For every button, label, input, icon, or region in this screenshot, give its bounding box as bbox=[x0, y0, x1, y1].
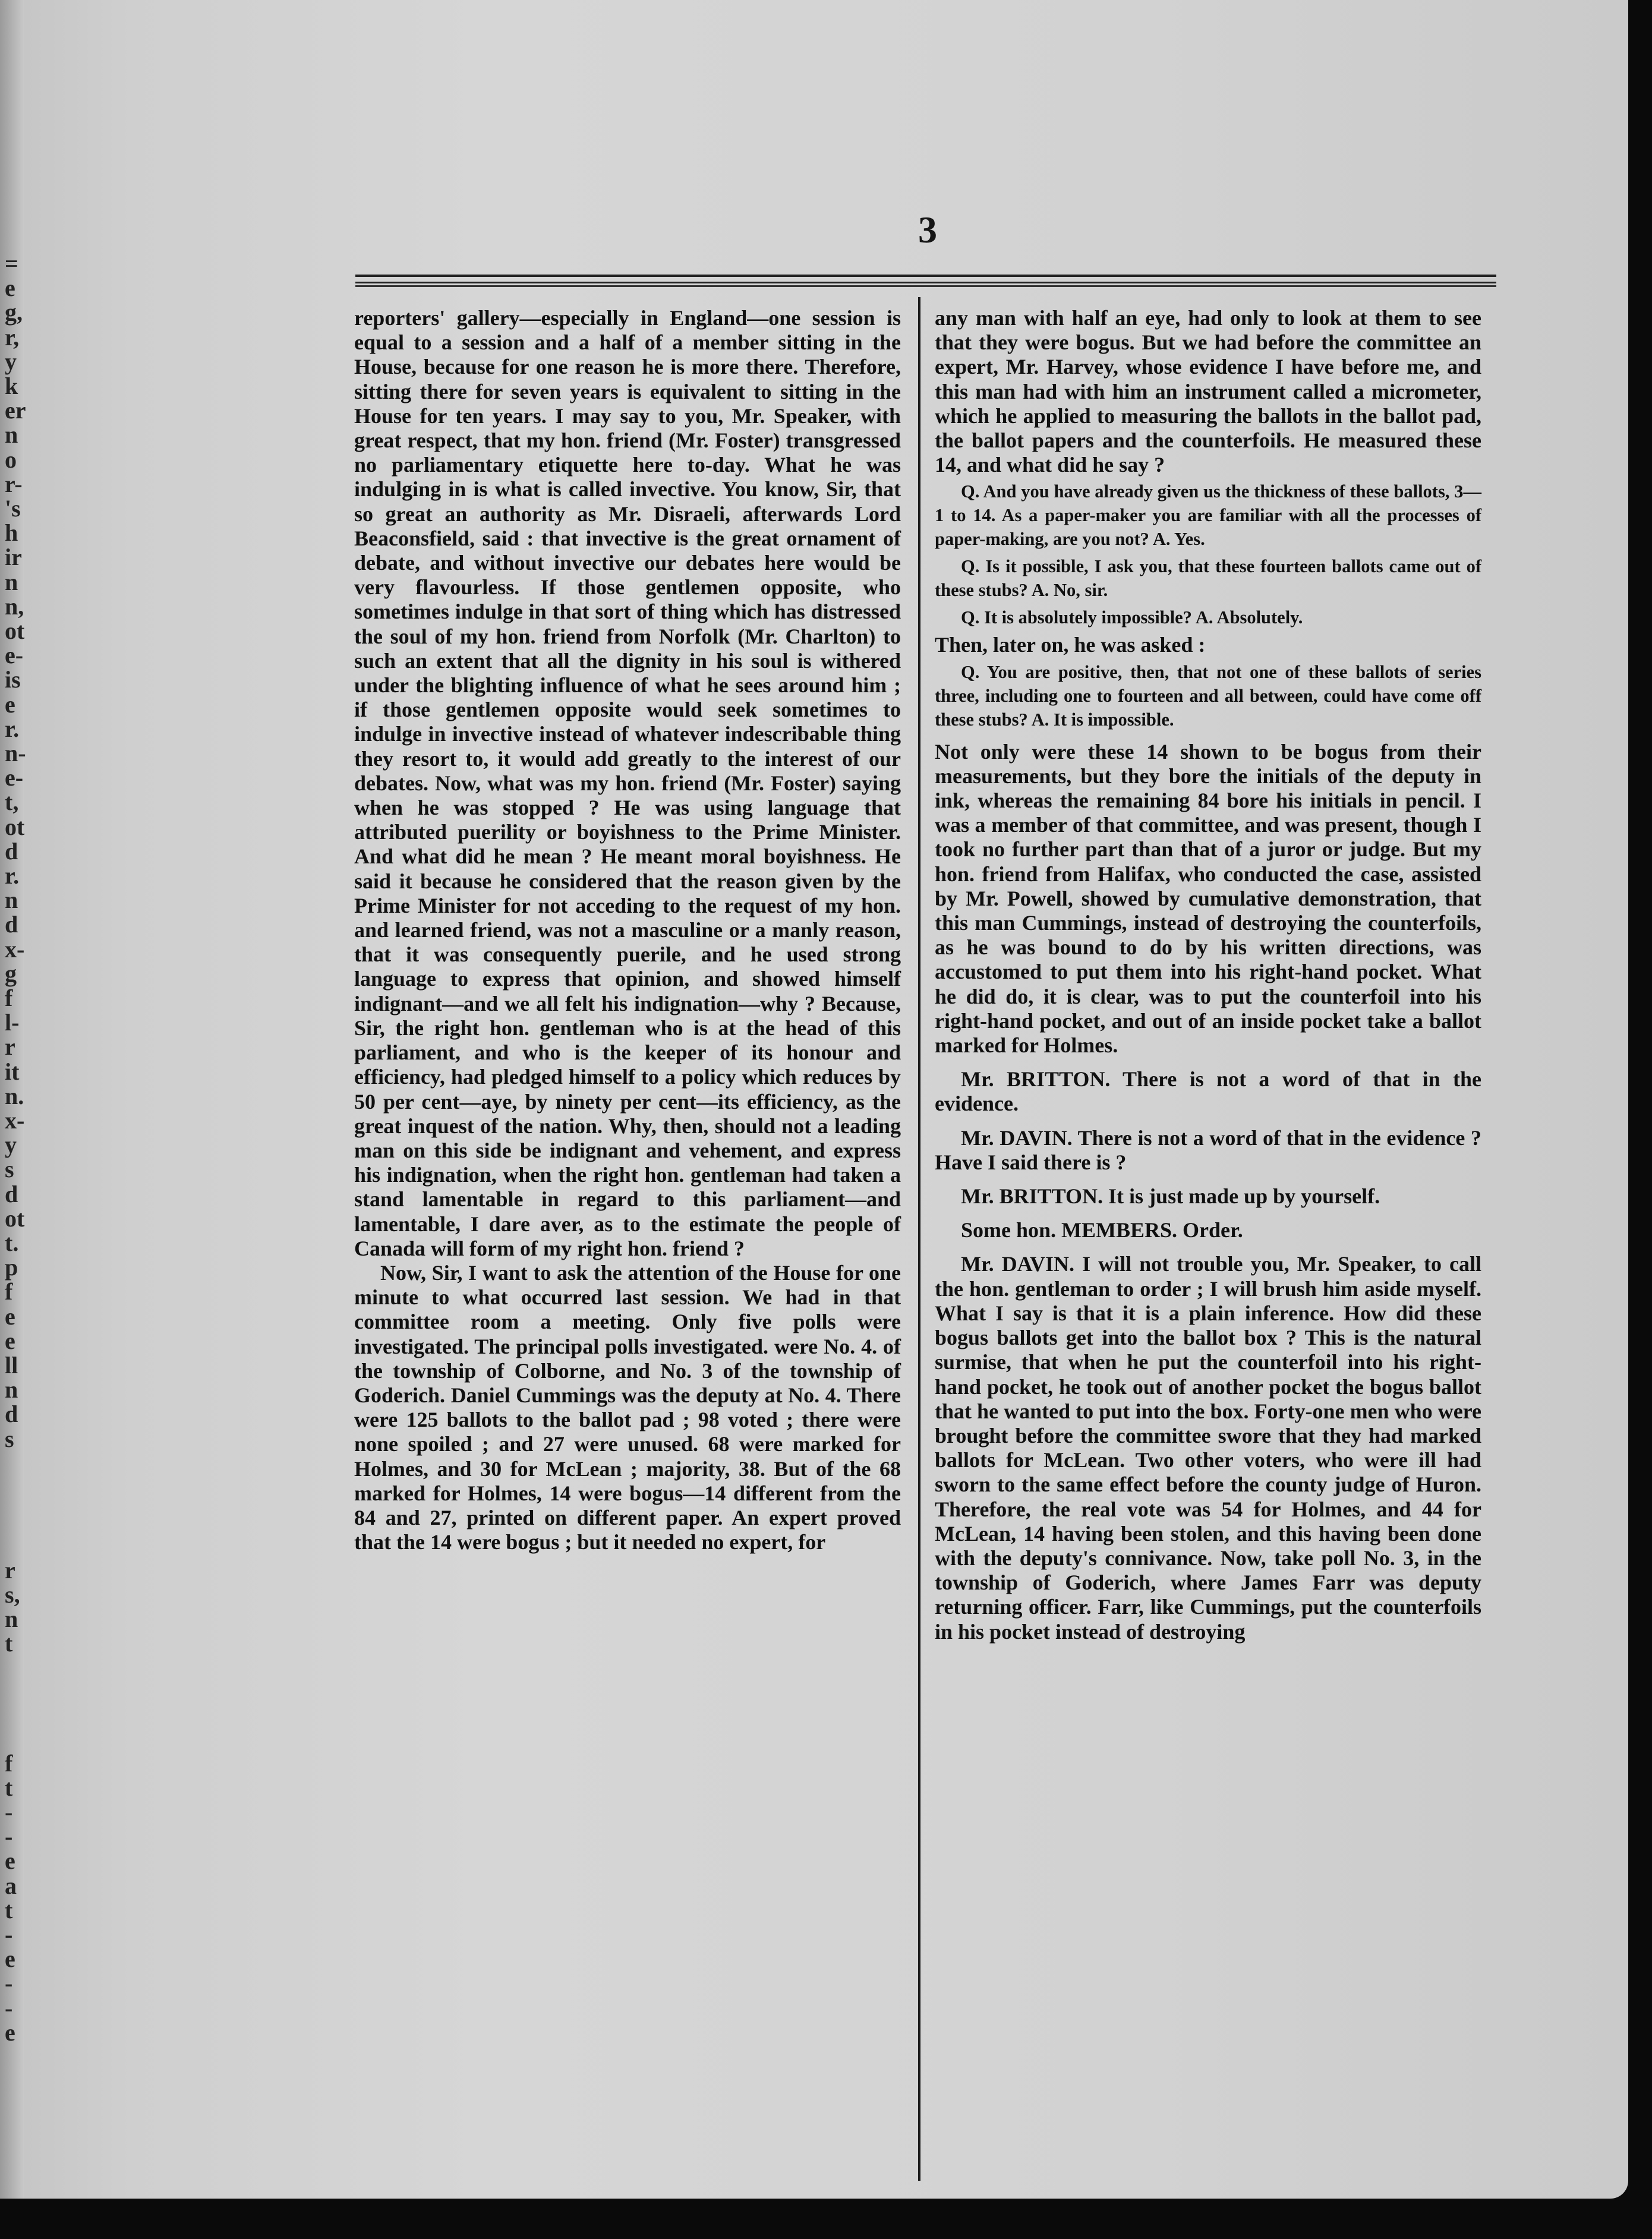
margin-fragment: r. bbox=[5, 715, 20, 742]
margin-fragment: x- bbox=[5, 1107, 25, 1134]
margin-fragment: n- bbox=[5, 740, 26, 767]
margin-fragment: ot bbox=[5, 617, 25, 644]
margin-fragment: e bbox=[5, 1945, 15, 1973]
margin-fragment: ll bbox=[5, 1352, 18, 1379]
speaker-paragraph: Mr. DAVIN. There is not a word of that in the evidence ? Have I said there is ? bbox=[935, 1125, 1481, 1174]
margin-fragment: e bbox=[5, 2019, 15, 2046]
margin-fragment: n, bbox=[5, 592, 24, 620]
margin-fragment: l- bbox=[5, 1009, 20, 1036]
margin-fragment: it bbox=[5, 1058, 20, 1085]
speaker-paragraph: Mr. DAVIN. I will not trouble you, Mr. Speaker, to call the hon. gentleman to order ; I will brush him aside myself. What I say is that it is a plain inference. How did these bogus ballots get into the ballot box ? This is the natural surmise, that when he put the counterfoil into his right-hand pocket, he took out of another pocket the bogus ballot that he wanted to put into the box. Forty-one men who were brought before the committee swore that they had marked ballots for McLean. Two other voters, who were ill had sworn to the same effect before the county judge of Huron. Therefore, the real vote was 54 for Holmes, and 44 for McLean, 14 having been stolen, and this having been done with the deputy's connivance. Now, take poll No. 3, in the township of Goderich, where James Farr was deputy returning officer. Farr, like Cummings, put the counterfoils in his pocket instead of destroying bbox=[935, 1252, 1481, 1644]
paragraph: reporters' gallery—especially in England—one session is equal to a session and a half of a member sitting in the House, because for one reason he is more there. Therefore, sitting there for seven years is equivalent to sitting in the House for ten years. I may say to you, Mr. Speaker, with great respect, that my hon. friend (Mr. Foster) transgressed no parliamentary etiquette here to-day. What he was indulging in is what is called invective. You know, Sir, that so great an authority as Mr. Disraeli, afterwards Lord Beaconsfield, said : that invective is the great ornament of debate, and without invective our debates here would be very flavourless. If those gentlemen opposite, who sometimes indulge in that sort of thing which has distressed the soul of my hon. friend from Norfolk (Mr. Charlton) to such an extent that all the dignity in his soul is withered under the blighting influence of what he sees around him ; if those gentlemen opposite would seek sometimes to indulge in invective instead of whatever indescribable thing they resort to, it would add greatly to the interest of our debates. Now, what was my hon. friend (Mr. Foster) saying when he was stopped ? He was using language that attributed puerility or boyishness to the Prime Minister. And what did he mean ? He meant moral boyishness. He said it because he considered that the reason given by the Prime Minister for not acceding to the request of my hon. and learned friend, was not a masculine or a manly reason, that it was consequently puerile, and he used strong language to express that opinion, and showed himself indignant—and we all felt his indignation—why ? Because, Sir, the right hon. gentleman who is at the head of this parliament, and who is the keeper of its honour and efficiency, had pledged himself to a policy which reduces by 50 per cent—aye, by ninety per cent—its efficiency, as the great inquest of the nation. Why, then, should not a leading man on this side be indignant and vehement, and express his indignation, when the right hon. gentleman had taken a stand lamentable in regard to this parliament—and lamentable, I dare aver, as to the estimate the people of Canada will form of my right hon. friend ? bbox=[354, 306, 901, 1260]
margin-fragment: s bbox=[5, 1425, 14, 1452]
margin-fragment: 's bbox=[5, 495, 21, 522]
margin-fragment: y bbox=[5, 348, 17, 375]
margin-fragment: n bbox=[5, 887, 18, 914]
margin-fragment: e- bbox=[5, 642, 24, 669]
margin-fragment: d bbox=[5, 1180, 18, 1207]
page-number: 3 bbox=[918, 209, 937, 251]
margin-fragment: t, bbox=[5, 789, 19, 816]
header-rule bbox=[355, 275, 1496, 283]
speaker-paragraph: Some hon. MEMBERS. Order. bbox=[961, 1218, 1243, 1243]
margin-fragment: e bbox=[5, 690, 15, 718]
margin-fragment: - bbox=[5, 1823, 13, 1850]
margin-fragment: d bbox=[5, 911, 18, 938]
margin-fragment: f bbox=[5, 1749, 13, 1777]
paragraph: Not only were these 14 shown to be bogus from their measurements, but they bore the initials of the deputy in ink, whereas the remaining 84 bore his initials in pencil. I was a member of that committee, and was present, though I took no further part than that of a juror or judge. But my hon. friend from Halifax, who conducted the case, assisted by Mr. Powell, showed by cumulative demonstration, that this man Cummings, instead of destroying the counterfoils, as he was bound to do by his written directions, was accustomed to put them into his right-hand pocket. What he did do, it is clear, was to put the counterfoil into his right-hand pocket, and out of an inside pocket take a ballot marked for Holmes. bbox=[935, 739, 1481, 1058]
margin-fragment: er bbox=[5, 397, 26, 424]
margin-fragment: n bbox=[5, 1606, 18, 1633]
margin-fragment: d bbox=[5, 837, 18, 865]
margin-fragment: n bbox=[5, 421, 18, 449]
margin-fragment: n bbox=[5, 1376, 18, 1404]
margin-fragment: - bbox=[5, 1799, 13, 1825]
testimony-qa: Q. And you have already given us the thickness of these ballots, 3—1 to 14. As a paper-maker you are familiar with all the processes of paper-making, are you not? A. Yes. bbox=[935, 481, 1481, 550]
margin-fragment: s bbox=[5, 1156, 14, 1183]
margin-fragment: t bbox=[5, 1896, 13, 1923]
paragraph: Then, later on, he was asked : bbox=[935, 633, 1206, 657]
margin-fragment: k bbox=[5, 373, 18, 399]
margin-fragment: h bbox=[5, 519, 18, 547]
margin-fragment: a bbox=[5, 1872, 17, 1899]
margin-fragment: ot bbox=[5, 813, 25, 840]
margin-fragment: t bbox=[5, 1630, 13, 1657]
margin-fragment: s, bbox=[5, 1581, 20, 1608]
margin-fragment: r bbox=[5, 1556, 15, 1584]
testimony-qa: Q. Is it possible, I ask you, that these fourteen ballots came out of these stubs? A. No, sir. bbox=[935, 556, 1481, 601]
margin-fragment: t. bbox=[5, 1229, 19, 1256]
margin-fragment: r. bbox=[5, 862, 20, 889]
margin-fragment: ot bbox=[5, 1204, 25, 1232]
margin-fragment: f bbox=[5, 985, 13, 1011]
margin-fragment: r bbox=[5, 1033, 15, 1061]
margin-fragment: e bbox=[5, 1327, 15, 1354]
margin-fragment: r- bbox=[5, 470, 23, 497]
margin-fragment: n. bbox=[5, 1082, 24, 1109]
margin-fragment: - bbox=[5, 1970, 13, 1997]
header-rule-secondary bbox=[355, 285, 1496, 287]
margin-fragment: is bbox=[5, 666, 21, 693]
margin-fragment: - bbox=[5, 1921, 13, 1948]
margin-fragment: g bbox=[5, 960, 17, 987]
margin-fragment: - bbox=[5, 1994, 13, 2022]
margin-fragment: d bbox=[5, 1401, 18, 1428]
margin-fragment: f bbox=[5, 1278, 13, 1305]
testimony-qa: Q. You are positive, then, that not one of these ballots of series three, including one to fourteen and all between, could have come off these stubs? A. It is impossible. bbox=[935, 661, 1481, 730]
margin-fragment: g, bbox=[5, 299, 23, 326]
column-divider bbox=[918, 297, 920, 2181]
margin-fragment: r, bbox=[5, 323, 20, 351]
margin-fragment: e bbox=[5, 1303, 15, 1330]
testimony-qa: Q. It is absolutely impossible? A. Absolutely. bbox=[961, 607, 1303, 628]
margin-fragment: e- bbox=[5, 764, 24, 791]
margin-fragment: p bbox=[5, 1254, 18, 1281]
margin-fragment: = bbox=[5, 250, 18, 277]
left-column bbox=[354, 306, 901, 1554]
speaker-paragraph: Mr. BRITTON. It is just made up by yourself. bbox=[961, 1184, 1380, 1209]
margin-fragment: t bbox=[5, 1774, 13, 1801]
margin-fragment: o bbox=[5, 446, 17, 473]
paragraph: Now, Sir, I want to ask the attention of the House for one minute to what occurred last session. We had in that committee room a meeting. Only five polls were investigated. The principal polls investigated. were No. 4. of the township of Colborne, and No. 3 of the township of Goderich. Daniel Cummings was the deputy at No. 4. There were 125 ballots to the ballot pad ; 98 voted ; there were none spoiled ; and 27 were unused. 68 were marked for Holmes, and 30 for McLean ; majority, 38. But of the 68 marked for Holmes, 14 were bogus—14 different from the 84 and 27, printed on different paper. An expert proved that the 14 were bogus ; but it needed no expert, for bbox=[354, 1260, 901, 1554]
margin-fragment: e bbox=[5, 1847, 15, 1875]
margin-fragment: e bbox=[5, 275, 15, 302]
margin-fragment: n bbox=[5, 568, 18, 595]
margin-fragment: x- bbox=[5, 935, 25, 963]
paragraph: any man with half an eye, had only to look at them to see that they were bogus. But we had before the committee an expert, Mr. Harvey, whose evidence I have before me, and this man had with him an instrument called a micrometer, which he applied to measuring the ballots in the ballot pad, the ballot papers and the counterfoils. He measured these 14, and what did he say ? bbox=[935, 306, 1481, 477]
adjacent-page-fragments bbox=[0, 250, 53, 2210]
right-column bbox=[935, 306, 1481, 1644]
margin-fragment: y bbox=[5, 1131, 17, 1159]
speaker-paragraph: Mr. BRITTON. There is not a word of that in the evidence. bbox=[935, 1067, 1481, 1116]
margin-fragment: ir bbox=[5, 544, 22, 571]
